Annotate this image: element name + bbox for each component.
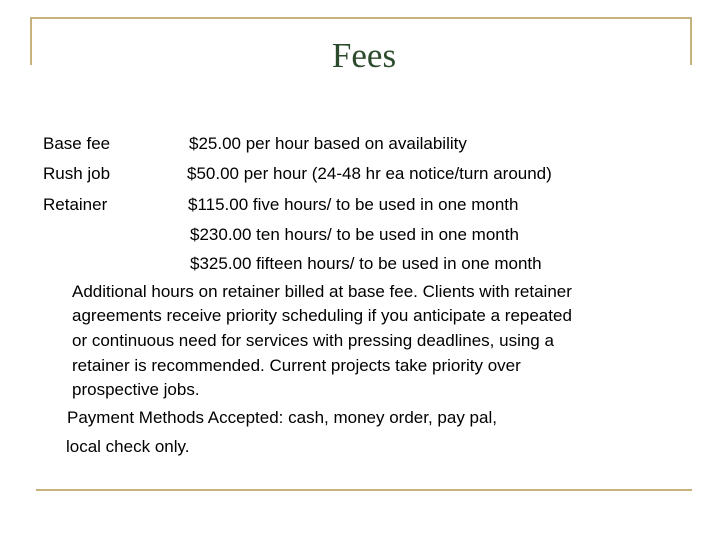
retainer-option-ten: $230.00 ten hours/ to be used in one month <box>190 225 519 244</box>
payment-line-1: Payment Methods Accepted: cash, money order, pay pal, <box>67 408 497 427</box>
frame-top-rule <box>30 17 692 19</box>
fee-label-base: Base fee <box>43 134 111 153</box>
fee-value-base: $25.00 per hour based on availability <box>189 134 467 153</box>
paragraph-line-1: Additional hours on retainer billed at base fee. Clients with retainer <box>72 282 572 301</box>
paragraph-line-2: agreements receive priority scheduling if you anticipate a repeated <box>72 306 572 325</box>
paragraph-line-4: retainer is recommended. Current projects take priority over <box>72 356 521 375</box>
paragraph-line-3: or continuous need for services with pressing deadlines, using a <box>72 331 554 350</box>
slide-title: Fees <box>331 36 397 75</box>
fee-value-retainer: $115.00 five hours/ to be used in one month <box>188 195 519 214</box>
paragraph-line-5: prospective jobs. <box>72 380 200 399</box>
fee-label-rush: Rush job <box>43 164 111 183</box>
frame-bottom-rule <box>36 489 692 491</box>
fee-value-rush: $50.00 per hour (24-48 hr ea notice/turn around) <box>187 164 552 183</box>
payment-line-2: local check only. <box>66 437 190 456</box>
fee-label-retainer: Retainer <box>43 195 108 214</box>
retainer-option-fifteen: $325.00 fifteen hours/ to be used in one month <box>190 254 542 273</box>
